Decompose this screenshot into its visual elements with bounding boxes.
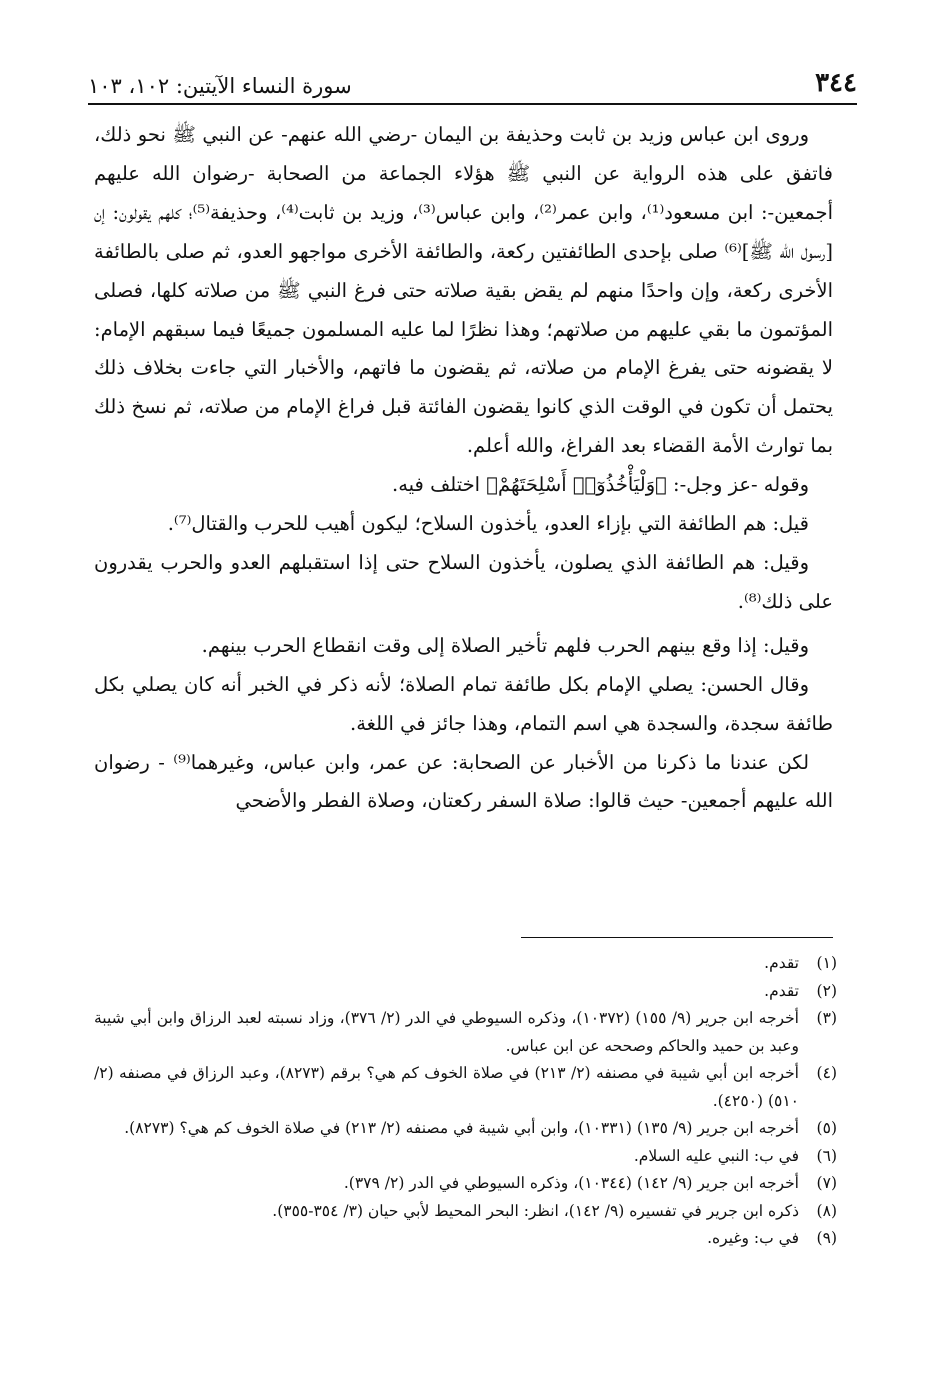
footnote-text: أخرجه ابن جرير (٩/ ١٥٥) (١٠٣٧٢)، وذكره السيوطي في الدر (٢/ ٣٧٦)، وزاد نسبته لعبد الرزاق وابن أبي شيبة وعبد بن حميد والحاكم وصححه عن ابن عباس. — [94, 1009, 799, 1055]
paragraph: وقيل: إذا وقع بينهم الحرب فلهم تأخير الصلاة إلى وقت انقطاع الحرب بينهم. — [201, 633, 809, 657]
footnote-text: في ب: وغيره. — [707, 1229, 799, 1247]
footnote-text: أخرجه ابن جرير (٩/ ١٤٢) (١٠٣٤٤)، وذكره السيوطي في الدر (٢/ ٣٧٩). — [343, 1174, 799, 1192]
paragraph: وقال الحسن: يصلي الإمام بكل طائفة تمام الصلاة؛ لأنه ذكر في الخبر أنه كان يصلي بكل طائفة سجدة، والسجدة هي اسم التمام، وهذا جائز في اللغة. — [94, 672, 833, 735]
paragraph: وروى ابن عباس وزيد بن ثابت وحذيفة بن اليمان -رضي الله عنهم- عن النبي ﷺ نحو ذلك، فاتفق على هذه الرواية عن النبي ﷺ هؤلاء الجماعة من الصحابة -رضوان الله عليهم أجمعين-: ابن مسعود⁽¹⁾، وابن عمر⁽²⁾، وابن عباس⁽³⁾، وزيد بن ثابت⁽⁴⁾، وحذيفة⁽⁵⁾؛ كلهم يقولون: إن [رسول الله ﷺ]⁽⁶⁾ صلى بإحدى الطائفتين ركعة، والطائفة الأخرى مواجهو العدو، ثم صلى بالطائفة الأخرى ركعة، وإن واحدًا منهم لم يقض بقية صلاته حتى فرغ النبي ﷺ من صلاته كلها، فصلى المؤتمون ما بقي عليهم من صلاتهم؛ وهذا نظرًا لما عليه المسلمون جميعًا فيما سبقهم الإمام: لا يقضونه حتى يفرغ الإمام من صلاته، ثم يقضون ما فاتهم، والأخبار التي جاءت بخلاف ذلك يحتمل أن تكون في الوقت الذي كانوا يقضون الفائتة قبل فراغ الإمام من صلاته، ثم نسخ ذلك بما توارث الأمة القضاء بعد الفراغ، والله أعلم. — [94, 123, 834, 458]
paragraph: وقوله -عز وجل-: ﴿وَلْيَأْخُذُوٓا۟ أَسْلِحَتَهُمْ﴾ اختلف فيه. — [392, 473, 809, 497]
footnote-number: (٢) — [816, 981, 837, 1000]
footnote-text: أخرجه ابن أبي شيبة في مصنفه (٢/ ٢١٣) في صلاة الخوف كم هي؟ برقم (٨٢٧٣)، وعبد الرزاق في مصنفه (٢/ ٥١٠) (٤٢٥٠). — [94, 1064, 799, 1110]
footnote-number: (٨) — [816, 1201, 837, 1220]
main-text — [94, 116, 833, 821]
footnote-number: (٩) — [816, 1229, 837, 1247]
footnote-text: تقدم. — [764, 981, 799, 1000]
footnote-number: (٧) — [816, 1174, 837, 1192]
footnote — [94, 1143, 837, 1171]
footnote-text: تقدم. — [764, 954, 799, 972]
paragraph: قيل: هم الطائفة التي بإزاء العدو، يأخذون السلاح؛ ليكون أهيب للحرب والقتال⁽⁷⁾. — [167, 512, 809, 536]
running-title: سورة النساء الآيتين: ١٠٢، ١٠٣ — [88, 74, 352, 98]
footnote-text: في ب: النبي عليه السلام. — [633, 1146, 799, 1165]
footnote-number: (٤) — [816, 1064, 837, 1082]
header-rule — [88, 103, 857, 105]
footnote-number: (١) — [816, 954, 837, 972]
footnote — [94, 1005, 837, 1060]
footnote — [94, 1198, 837, 1226]
footnote — [94, 1115, 837, 1143]
footnote — [94, 950, 837, 978]
footnote — [94, 978, 837, 1006]
footnote — [94, 1225, 837, 1253]
footnote-number: (٣) — [816, 1009, 837, 1027]
footnote — [94, 1170, 837, 1198]
footnote-number: (٥) — [816, 1119, 837, 1137]
page-number: ٣٤٤ — [815, 68, 857, 98]
paragraph: وقيل: هم الطائفة الذي يصلون، يأخذون السلاح حتى إذا استقبلهم العدو والحرب يقدرون على ذلك⁽⁸⁾. — [94, 550, 833, 613]
footnote — [94, 1060, 837, 1115]
footnote-text: أخرجه ابن جرير (٩/ ١٣٥) (١٠٣٣١)، وابن أبي شيبة في مصنفه (٢/ ٢١٣) في صلاة الخوف كم هي؟ (٨٢٧٣). — [124, 1119, 799, 1137]
footnote-number: (٦) — [816, 1146, 837, 1165]
footnote-text: ذكره ابن جرير في تفسيره (٩/ ١٤٢)، انظر: البحر المحيط لأبي حيان (٣/ ٣٥٤-٣٥٥). — [272, 1201, 799, 1220]
page-header — [88, 58, 857, 98]
paragraph: لكن عندنا ما ذكرنا من الأخبار عن الصحابة: عن عمر، وابن عباس، وغيرهما⁽⁹⁾ - رضوان الله عليهم أجمعين- حيث قالوا: صلاة السفر ركعتان، وصلاة الفطر والأضحي — [94, 750, 833, 813]
footnote-rule — [521, 937, 833, 938]
footnotes — [94, 950, 837, 1253]
